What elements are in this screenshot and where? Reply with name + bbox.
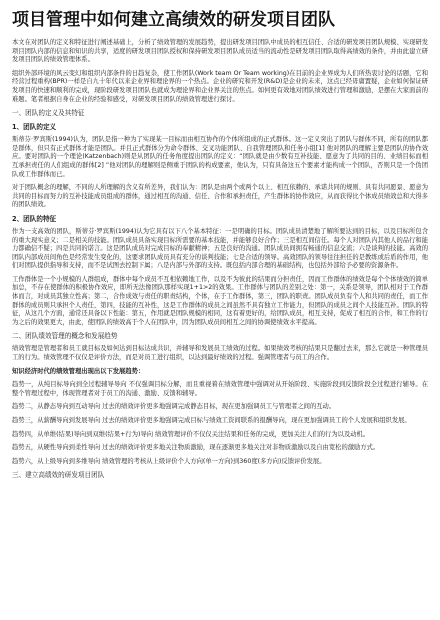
document-title: 项目管理中如何建立高绩效的研发项目团队 bbox=[12, 10, 335, 30]
intro-paragraph-2: 组织外部环境的风云变幻和组织内部条件的日趋复杂，使工作团队(Work team Or Team working)在目前的企业界成为人们所热衷讨论的话题，它和经营过程重构(BPR)一样是自九十年代以来企业界和理论界的一个热点。企业的研究和开发(R&D)是企业的未来，这点已经毋庸置疑，企业如何保证研发项目的快速和顺利的完成，现阶段研发项目团队也就成为理论界和企业界关注的焦点。如何更有效地对团队绩效进行管理和激励，是摆在大家面前的难题。笔者根据自身在企业的经验和感受，对研发项目团队的绩效管理进行探讨。 bbox=[12, 69, 428, 103]
subsection-heading-1-1: 1、团队的定义 bbox=[12, 123, 57, 132]
paragraph-trend-2: 趋势二，从静态导向到互动导向 过去的绩效评价更多地强调完成静态目标，现在更加强调员工与管理者之间的互动。 bbox=[12, 403, 336, 411]
paragraph-trend-3: 趋势三，从薪酬导向到发展导向 过去的绩效评价更多地强调完成目标与绩效工资间联系的报酬导向，现在更加强调员工的个人发展和组织发展。 bbox=[12, 417, 411, 424]
subsection-heading-1-2: 2、团队的特征 bbox=[12, 214, 57, 223]
paragraph-performance-management: 绩效管理是管理者和员工就目标及如何达到目标达成共识，并辅导和发展员工绩效的过程。如果绩效考核的结果只是翻过去来，那么它就是一种管理员工的行为。绩效管理不仅仅是评价方法，而是对员工进行组织，以达到最好绩效的过程。强调管理者与员工的合作。 bbox=[12, 345, 428, 362]
paragraph-team-features: 作为一支高效的团队，斯蒂芬·罗宾斯(1994)认为它具有以下八个基本特征：一是明确的目标。团队成员清楚地了解所要达到的目标，以及目标所包含的重大现实意义；二是相关的技能。团队成员具备实现目标所需要的基本技能，并能够良好合作；三是相互间信任。每个人对团队内其他人的品行和能力都确信不疑；四是共同的诺言。这是团队成员对完成目标的奉献精神；五是良好的沟通。团队成员间拥有畅通的信息交流；六是谈判的技能。高效的团队内部成员间角色是经常发生变化的，这要求团队成员具有充分的谈判技能；七是合适的领导。高效团队的领导往往担任的是教练或后盾的作用，他们对团队提供指导和支持，而不是试图去控制下属；八是内部与外部的支持。既包括内部合理的基础结构，也包括外部给予必要的资源条件。 bbox=[12, 227, 428, 270]
paragraph-work-group: 工作群体是一个小规模的人群组成，群体中每个成员不互相依赖地工作，以及不为彼此的结果而分担责任，因而工作群体的绩效是每个个体绩效的简单加总，不存在使群体的积极协作效应，即所无法像团队那样实现1+1>2的效果。工作群体与团队的差别之处：第一，关系是领导，团队相对于工作群体而言，对成员其独立性高；第二，合作成效与责任的职责结构，个体，在于工作群体，第三，团队的职责。团队成员负有个人和共同的责任，而工作群体的成员则只承担个人责任，第四，技能的互补性，这是工作群体的成员之间虽然不具有独立工作能力，但团队的成员之间个人技能互补。团队的特征，从这几个方面，通常还具备以下性能：第五，作用就是团队规模的相同，这有着更好的，给团队成员，相互支持，促成了相互的合作，和工作的行为之后的效果更大，由此，使团队的绩效高于个人在团队中，因为团队成员间相互之间的协调使绩效水平提高。 bbox=[12, 275, 428, 326]
intro-paragraph-1: 本文在对团队的定义和特征进行阐述基础上，分析了绩效管理的发展趋势，提出研发项目团队中成员的相互信任、合适的研发项目团队规模、实现研发项目团队内部的信息和知识的共享，适度的研发项目团队授权和保持研发项目团队成员适当的流动性是研发项目团队取得高绩效的条件，并由此建立研发项目团队的绩效管理体系。 bbox=[12, 39, 428, 64]
paragraph-team-understanding: 对于团队概念的理解，不同的人所理解的含义有所差异，我们认为：团队是由两个或两个以上、相互依赖的、承诺共同的规则、具有共同愿景、愿意为共同的目标而努力的互补技能成员组成的群体，通过相互的沟通、信任、合作和承担责任，产生群体的协作效应，从而获得比个体成员绩效总和大得多的团队绩效。 bbox=[12, 184, 428, 209]
paragraph-trend-5: 趋势五，从硬性导向到柔性导向 过去的绩效评价更多地关注物质激励，现在逐渐更多地关注对非物质激励以及自由宽松的激励方式。 bbox=[12, 444, 380, 452]
paragraph-trend-4: 趋势四，从单维(结果)导向到双维(结果+行为)导向 绩效管理评价不仅仅关注结果和任务的完成，更加关注人们的行为以及动机。 bbox=[12, 430, 370, 438]
section-heading-3: 三、建立高绩效的研发项目团队 bbox=[12, 471, 105, 480]
paragraph-team-definition: 斯蒂芬·罗宾斯(1994)认为，团队是指一种为了实现某一目标而由相互协作的个体所组成的正式群体。这一定义突出了团队与群体不同，所有的团队都是群体，但只有正式群体才能是团队。并且正式群体分为命令群体、交叉功能团队、自我管理团队和任务小组[1] 他对团队的理解主要是团队的协作效应。要对团队的一个理论(Katzenbach)则是从团队的任务角度提出团队的定义：“团队就是由少数有互补技能、愿意为了共同的目的、业绩目标而相互承担责任的人们组成的群体[2] ”他对团队的理解则是侧重于团队的构成要素，他认为，只有具备这五个要素才能构成一个团队，否则只是一个伪团队或工作群体而已。 bbox=[12, 136, 428, 178]
paragraph-trends-lead: 知识经济时代的绩效管理出现出以下发展趋势： bbox=[12, 367, 145, 375]
paragraph-trend-6: 趋势六，从上级导向到多维导向 绩效管理的考核从上级评价个人方向(单一方向)到360度(多方向)反馈评价发展。 bbox=[12, 457, 326, 465]
section-heading-1: 一、团队的定义及其特征 bbox=[12, 109, 85, 118]
paragraph-trend-1: 趋势一，从纯目标导向到全过程辅导导向 不仅强调目标分解，而且重视着在绩效管理中强调对从开始阶段、实施阶段到反馈阶段全过程进行辅导。在整个管理过程中，体现管理者对于员工的沟通、激励、反馈和辅导。 bbox=[12, 381, 428, 397]
section-heading-2: 二、团队绩效管理的概念和发展趋势 bbox=[12, 332, 118, 341]
